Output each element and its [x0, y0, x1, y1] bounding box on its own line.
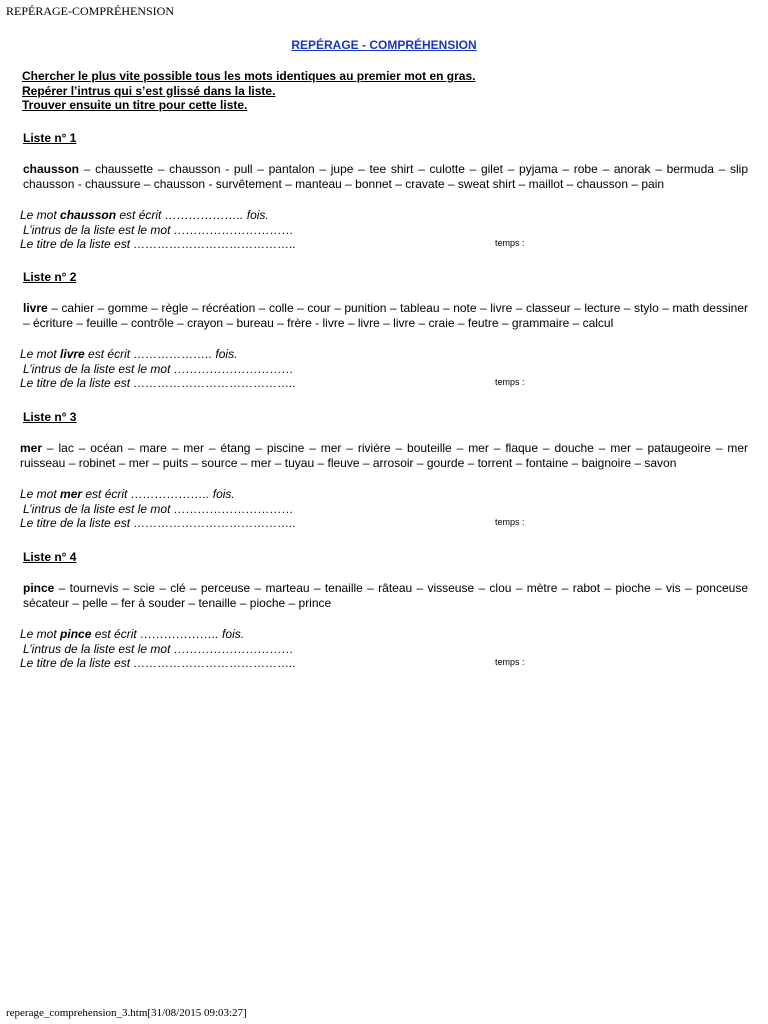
word-list — [20, 162, 748, 192]
question-count — [20, 347, 748, 362]
page-title[interactable]: REPÉRAGE - COMPRÉHENSION — [291, 38, 477, 52]
instructions — [22, 69, 475, 113]
question-count-word: pince — [60, 627, 92, 641]
question-titre: Le titre de la liste est ………………………………….. — [20, 376, 297, 390]
liste-heading: Liste n° 2 — [23, 270, 77, 284]
questions — [20, 208, 748, 252]
question-intrus: L’intrus de la liste est le mot ………………………… — [23, 641, 294, 656]
print-header: REPÉRAGE-COMPRÉHENSION — [6, 4, 175, 18]
question-titre: Le titre de la liste est ………………………………….. — [20, 516, 297, 530]
question-count-suffix: est écrit ……………….. fois. — [84, 347, 238, 361]
question-count-suffix: est écrit ……………….. fois. — [82, 487, 235, 501]
word-list — [20, 301, 748, 331]
first-word: pince — [23, 581, 55, 595]
question-count — [20, 487, 748, 502]
temps-label: temps : — [495, 657, 525, 667]
liste-heading: Liste n° 3 — [23, 410, 77, 424]
question-count-word: livre — [60, 347, 85, 361]
question-count-word: chausson — [60, 208, 117, 222]
word-list-rest: – tournevis – scie – clé – perceuse – marteau – tenaille – râteau – visseuse – clou – mètre – rabot – pioche – vis – ponceuse sécateur – pelle – fer à souder – tenaille – pioche – prince — [23, 581, 748, 610]
word-list — [20, 581, 748, 611]
question-intrus: L’intrus de la liste est le mot ………………………… — [23, 361, 294, 376]
print-footer: reperage_comprehension_3.htm[31/08/2015 09:03:27] — [6, 1007, 247, 1019]
question-count-word: mer — [60, 487, 83, 501]
temps-label: temps : — [495, 377, 525, 387]
question-count-prefix: Le mot — [20, 208, 61, 222]
question-count-suffix: est écrit ……………….. fois. — [116, 208, 269, 222]
question-count-suffix: est écrit ……………….. fois. — [91, 627, 245, 641]
question-count — [20, 627, 748, 642]
questions — [20, 487, 748, 531]
first-word: chausson — [23, 162, 80, 176]
instruction-1: Chercher le plus vite possible tous les mots identiques au premier mot en gras. — [22, 69, 476, 83]
question-intrus: L’intrus de la liste est le mot ………………………… — [23, 501, 294, 516]
question-count — [20, 208, 748, 223]
liste-heading: Liste n° 1 — [23, 131, 77, 145]
question-titre: Le titre de la liste est ………………………………….. — [20, 237, 297, 251]
question-count-prefix: Le mot — [20, 627, 61, 641]
first-word: mer — [20, 441, 43, 455]
question-titre: Le titre de la liste est ………………………………….. — [20, 656, 297, 670]
temps-label: temps : — [495, 517, 525, 527]
word-list-rest: – chaussette – chausson - pull – pantalon – jupe – tee shirt – culotte – gilet – pyjama – robe – anorak – bermuda – slip chausson - chaussure – chausson - survêtement – manteau – bonnet – cravate – sweat shirt – maillot – chausson – pain — [23, 162, 748, 191]
question-count-prefix: Le mot — [20, 487, 61, 501]
instruction-2: Repérer l’intrus qui s’est glissé dans la liste. — [22, 83, 276, 98]
word-list-rest: – lac – océan – mare – mer – étang – piscine – mer – rivière – bouteille – mer – flaque – douche – mer – pataugeoire – mer ruisseau – robinet – mer – puits – source – mer – tuyau – fleuve – arrosoir – gourde – torrent – fontaine – baignoire – savon — [20, 441, 748, 470]
word-list-rest: – cahier – gomme – règle – récréation – colle – cour – punition – tableau – note – livre – classeur – lecture – stylo – math dessiner – écriture – feuille – contrôle – crayon – bureau – frère - livre – livre – livre – craie – feutre – grammaire – calcul — [23, 301, 748, 330]
questions — [20, 347, 748, 391]
liste-1 — [20, 131, 748, 252]
instruction-3: Trouver ensuite un titre pour cette liste. — [22, 98, 248, 112]
questions — [20, 627, 748, 671]
liste-2 — [20, 270, 748, 391]
temps-label: temps : — [495, 238, 525, 248]
first-word: livre — [23, 301, 48, 315]
liste-heading: Liste n° 4 — [23, 550, 77, 564]
question-intrus: L’intrus de la liste est le mot ………………………… — [23, 222, 294, 237]
question-count-prefix: Le mot — [20, 347, 61, 361]
liste-3 — [20, 410, 748, 531]
liste-4 — [20, 550, 748, 671]
word-list — [20, 441, 748, 471]
